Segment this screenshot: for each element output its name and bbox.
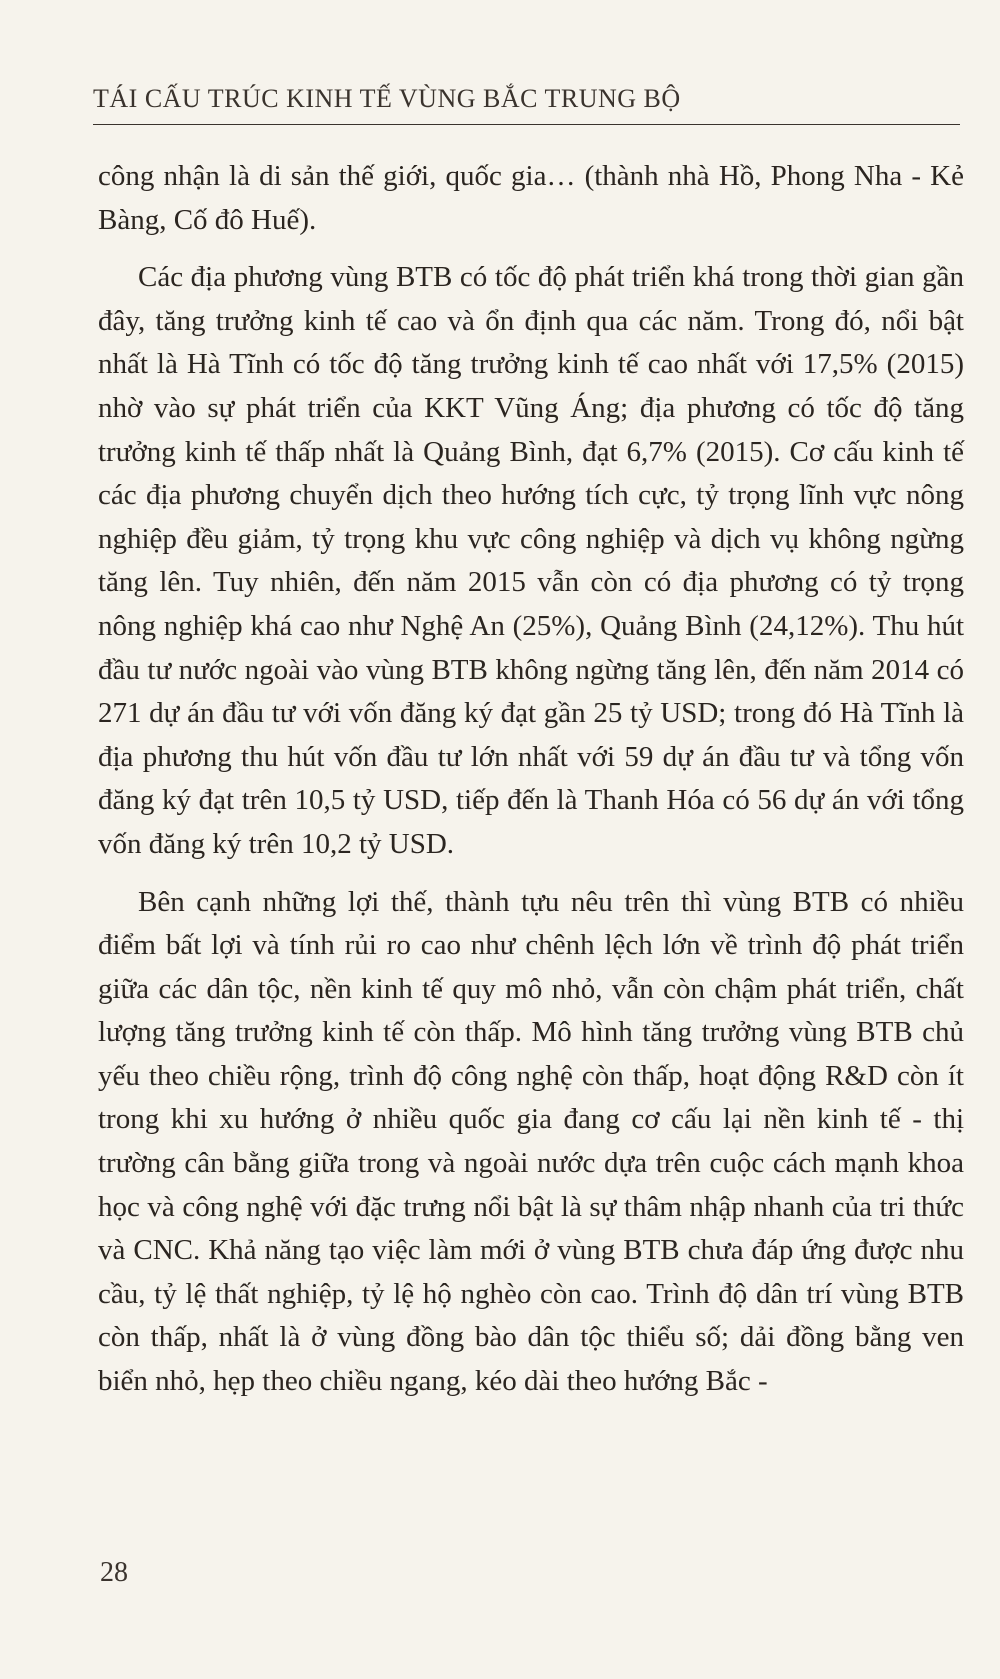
paragraph: Bên cạnh những lợi thế, thành tựu nêu trên thì vùng BTB có nhiều điểm bất lợi và tính rủi ro cao như chênh lệch lớn về trình độ phát triển giữa các dân tộc, nền kinh tế quy mô nhỏ, vẫn còn chậm phát triển, chất lượng tăng trưởng kinh tế còn thấp. Mô hình tăng trưởng vùng BTB chủ yếu theo chiều rộng, trình độ công nghệ còn thấp, hoạt động R&D còn ít trong khi xu hướng ở nhiều quốc gia đang cơ cấu lại nền kinh tế - thị trường cân bằng giữa trong và ngoài nước dựa trên cuộc cách mạnh khoa học và công nghệ với đặc trưng nổi bật là sự thâm nhập nhanh của tri thức và CNC. Khả năng tạo việc làm mới ở vùng BTB chưa đáp ứng được nhu cầu, tỷ lệ thất nghiệp, tỷ lệ hộ nghèo còn cao. Trình độ dân trí vùng BTB còn thấp, nhất là ở vùng đồng bào dân tộc thiểu số; dải đồng bằng ven biển nhỏ, hẹp theo chiều ngang, kéo dài theo hướng Bắc - [98, 885, 964, 1398]
header-rule [93, 124, 960, 125]
running-head: TÁI CẤU TRÚC KINH TẾ VÙNG BẮC TRUNG BỘ [93, 84, 681, 113]
body-text [98, 155, 964, 1418]
paragraph-continued: công nhận là di sản thế giới, quốc gia… (thành nhà Hồ, Phong Nha - Kẻ Bàng, Cố đô Huế). [98, 160, 964, 236]
paragraph: Các địa phương vùng BTB có tốc độ phát triển khá trong thời gian gần đây, tăng trưởng kinh tế cao và ổn định qua các năm. Trong đó, nổi bật nhất là Hà Tĩnh có tốc độ tăng trưởng kinh tế cao nhất với 17,5% (2015) nhờ vào sự phát triển của KKT Vũng Áng; địa phương có tốc độ tăng trưởng kinh tế thấp nhất là Quảng Bình, đạt 6,7% (2015). Cơ cấu kinh tế các địa phương chuyển dịch theo hướng tích cực, tỷ trọng lĩnh vực nông nghiệp đều giảm, tỷ trọng khu vực công nghiệp và dịch vụ không ngừng tăng lên. Tuy nhiên, đến năm 2015 vẫn còn có địa phương có tỷ trọng nông nghiệp khá cao như Nghệ An (25%), Quảng Bình (24,12%). Thu hút đầu tư nước ngoài vào vùng BTB không ngừng tăng lên, đến năm 2014 có 271 dự án đầu tư với vốn đăng ký đạt gần 25 tỷ USD; trong đó Hà Tĩnh là địa phương thu hút vốn đầu tư lớn nhất với 59 dự án đầu tư và tổng vốn đăng ký đạt trên 10,5 tỷ USD, tiếp đến là Thanh Hóa có 56 dự án với tổng vốn đăng ký trên 10,2 tỷ USD. [98, 261, 964, 860]
page-number: 28 [100, 1557, 128, 1588]
